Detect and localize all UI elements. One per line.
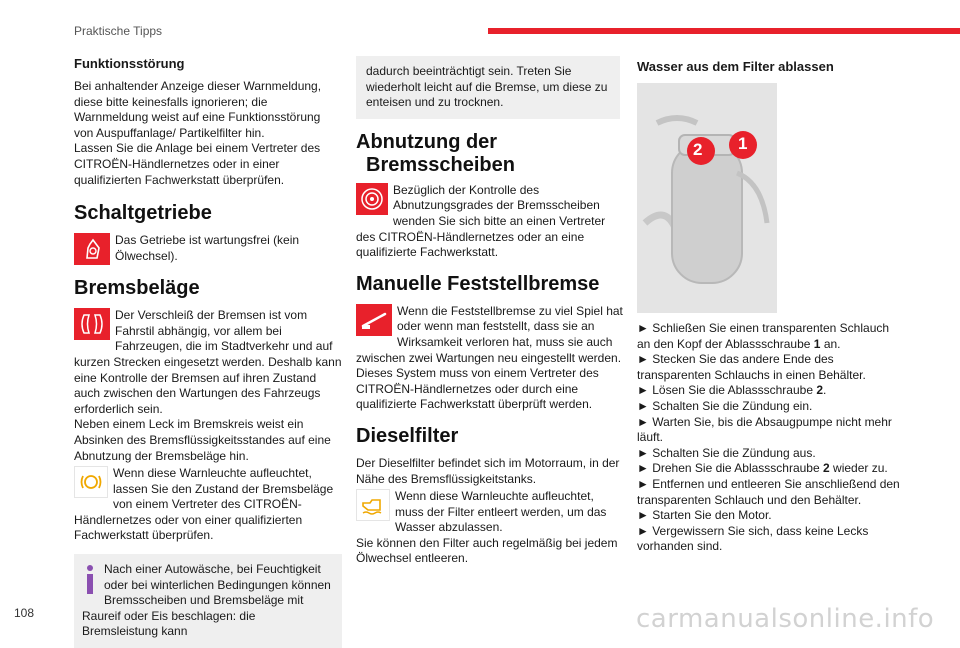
step-text: Stecken Sie das andere Ende des transparenten Schlauchs in einen Behälter. — [637, 352, 866, 382]
step-bullet: ► — [637, 461, 653, 476]
step-text-end: . — [823, 383, 827, 398]
header-accent-bar — [488, 28, 960, 34]
step-bullet: ► — [637, 383, 653, 398]
step-text: Starten Sie den Motor. — [652, 508, 772, 523]
gearbox-oil-icon — [74, 233, 110, 265]
brake-wear-warning-icon — [74, 466, 108, 498]
dieselfilter-text-1: Der Dieselfilter befindet sich im Motorraum, in der Nähe des Bremsflüssigkeitstanks. — [356, 455, 620, 486]
info-note-text: Nach einer Autowäsche, bei Feuchtigkeit oder bei winterlichen Bedingungen können Bremsscheiben und Bremsbeläge mit Raureif oder Eis beschlagen: die Bremsleistung kann — [82, 562, 331, 639]
step-bullet: ► — [637, 523, 653, 538]
step-item — [637, 446, 905, 462]
step-item — [637, 321, 905, 352]
feststellbremse-text-2: Dieses System muss von einem Vertreter des CITROËN-Händlernetzes oder durch eine qualifizierte Fachwerkstatt überprüft werden. — [356, 366, 599, 412]
step-bullet: ► — [637, 321, 653, 335]
section-title-schaltgetriebe: Schaltgetriebe — [74, 202, 212, 225]
step-text: Schalten Sie die Zündung ein. — [652, 398, 813, 413]
column-1 — [74, 56, 342, 648]
step-bullet: ► — [637, 476, 653, 491]
header-title: Praktische Tipps — [74, 24, 163, 38]
brake-disc-icon — [356, 183, 388, 215]
parking-brake-lever-icon — [356, 304, 392, 336]
abnutzung-title-line-2: Bremsscheiben — [366, 153, 515, 176]
step-screw-number: 2 — [823, 461, 830, 476]
info-note-continued-text: dadurch beeinträchtigt sein. Treten Sie wiederholt leicht auf die Bremse, um diese zu enteisen und zu trocknen. — [366, 64, 608, 110]
schaltgetriebe-text: Das Getriebe ist wartungsfrei (kein Ölwechsel). — [115, 233, 300, 263]
page-number: 108 — [14, 606, 35, 620]
step-bullet: ► — [637, 352, 653, 367]
section-title-abnutzung — [356, 131, 624, 177]
funktionsstoerung-text-1: Bei anhaltender Anzeige dieser Warnmeldung, diese bitte keinesfalls ignorieren; die Warnmeldung weist auf eine Funktionsstörung von Auspuffanlage/ Partikelfilter hin. — [74, 79, 322, 140]
info-note — [74, 554, 342, 648]
section-title-bremsbelaege: Bremsbeläge — [74, 277, 200, 300]
watermark: carmanualsonline.info — [636, 604, 935, 634]
step-item — [637, 352, 905, 383]
step-bullet: ► — [637, 398, 653, 413]
step-item — [637, 477, 905, 508]
step-item — [637, 415, 905, 446]
step-text: Drehen Sie die Ablassschraube — [652, 461, 823, 476]
info-note-continued — [356, 56, 620, 119]
dieselfilter-text-3: Sie können den Filter auch regelmäßig bei jedem Ölwechsel entleeren. — [356, 535, 618, 566]
column-2 — [356, 56, 624, 567]
step-bullet: ► — [637, 445, 653, 460]
step-item — [637, 399, 905, 415]
step-screw-number: 1 — [813, 336, 821, 351]
step-text: Warten Sie, bis die Absaugpumpe nicht mehr läuft. — [637, 414, 892, 445]
step-text: Vergewissern Sie sich, dass keine Lecks vorhanden sind. — [637, 523, 869, 554]
dieselfilter-text-2: Wenn diese Warnleuchte aufleuchtet, muss der Filter entleert werden, um das Wasser abzulassen. — [395, 489, 607, 535]
step-text-end: wieder zu. — [829, 461, 888, 476]
step-item — [637, 524, 905, 555]
step-text-end: an. — [820, 336, 841, 351]
diesel-filter-photo — [637, 83, 777, 313]
step-text: Schalten Sie die Zündung aus. — [652, 445, 816, 460]
column-3 — [637, 56, 905, 555]
step-bullet: ► — [637, 414, 653, 429]
abnutzung-title-line-1: Abnutzung der — [356, 130, 498, 153]
step-bullet: ► — [637, 508, 653, 523]
step-text: Lösen Sie die Ablassschraube — [652, 383, 817, 398]
section-title-funktionsstoerung: Funktionsstörung — [74, 56, 185, 71]
step-item — [637, 383, 905, 399]
brake-pads-icon — [74, 308, 110, 340]
section-title-feststellbremse: Manuelle Feststellbremse — [356, 272, 600, 295]
info-icon — [84, 564, 96, 594]
bremsbelaege-text-3: Wenn diese Warnleuchte aufleuchtet, lassen Sie den Zustand der Bremsbeläge von einem Vertreter des CITROËN-Händlernetzes oder von einer qualifizierten Fachwerkstatt überprüfen. — [74, 466, 334, 543]
section-title-wasser-ablassen: Wasser aus dem Filter ablassen — [637, 59, 834, 74]
feststellbremse-text-1: Wenn die Feststellbremse zu viel Spiel hat oder wenn man feststellt, dass sie an Wirksamkeit verloren hat, muss sie auch zwischen zwei Wartungen neu eingestellt werden. — [356, 303, 623, 365]
water-in-diesel-warning-icon — [356, 489, 390, 521]
step-text: Schließen Sie einen transparenten Schlauch an den Kopf der Ablassschraube — [637, 321, 890, 351]
steps-list — [637, 321, 905, 555]
step-item — [637, 461, 905, 477]
step-item — [637, 508, 905, 524]
section-title-dieselfilter: Dieselfilter — [356, 424, 459, 447]
step-text: Entfernen und entleeren Sie anschließend den transparenten Schlauch und den Behälter. — [637, 476, 900, 507]
bremsbelaege-text-2: Neben einem Leck im Bremskreis weist ein Absinken des Bremsflüssigkeitsstandes auf eine Abnutzung der Bremsbeläge hin. — [74, 417, 331, 463]
photo-label-2: 2 — [693, 140, 703, 159]
bremsbelaege-text-1: Der Verschleiß der Bremsen ist vom Fahrstil abhängig, vor allem bei Fahrzeugen, die im Stadtverkehr und auf kurzen Strecken eingesetzt werden. Deshalb kann eine Kontrolle der Bremsen auf ihren Zustand auch zwischen den Wartungen des Fahrzeugs erforderlich sein. — [74, 308, 342, 416]
funktionsstoerung-text-2: Lassen Sie die Anlage bei einem Vertreter des CITROËN-Händlernetzes oder in einer qualifizierten Fachwerkstatt überprüfen. — [74, 141, 321, 187]
step-screw-number: 2 — [816, 383, 824, 398]
photo-label-1: 1 — [738, 134, 748, 153]
abnutzung-text: Bezüglich der Kontrolle des Abnutzungsgrades der Bremsscheiben wenden Sie sich bitte an einen Vertreter des CITROËN-Händlernetzes oder an eine qualifizierte Fachwerkstatt. — [356, 182, 606, 260]
